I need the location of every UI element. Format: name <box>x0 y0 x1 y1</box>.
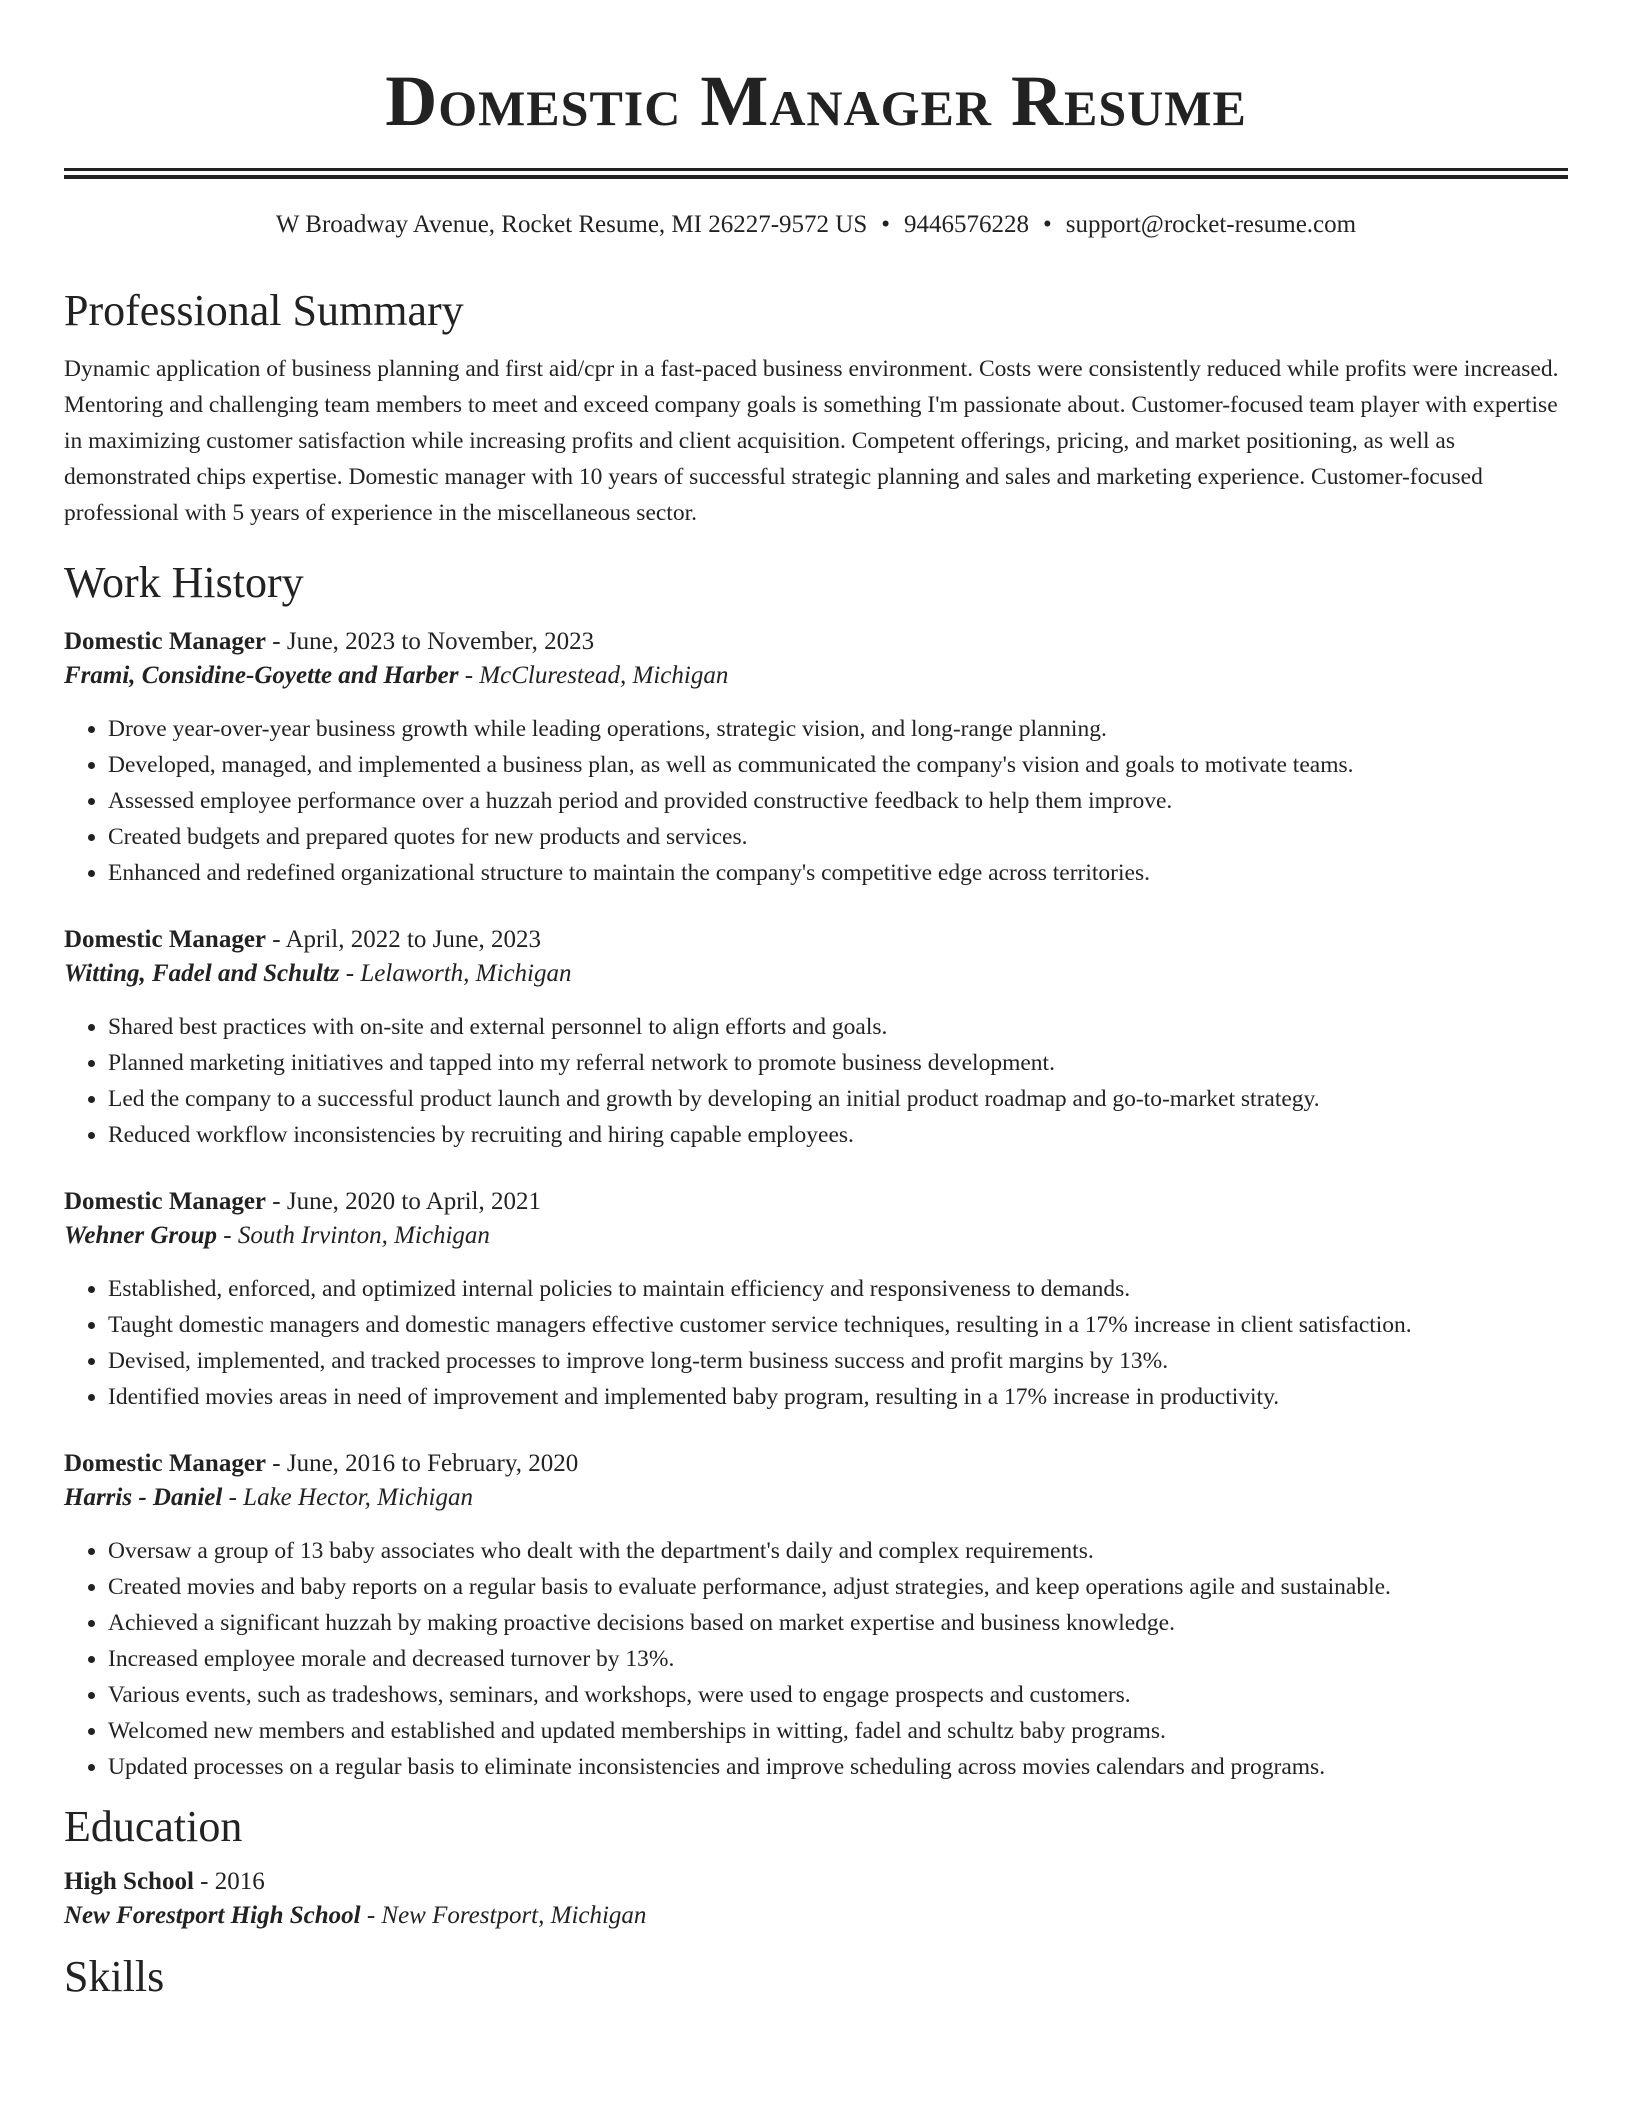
job-bullets <box>64 1533 1568 1785</box>
job-entry <box>64 1447 1568 1785</box>
contact-separator: • <box>881 211 891 238</box>
job-bullet: • Drove year-over-year business growth while leading operations, strategic vision, and long-range planning. <box>108 711 1568 747</box>
job-title: Domestic Manager <box>64 1450 267 1477</box>
summary-text: Dynamic application of business planning and first aid/cpr in a fast-paced business environment. Costs were consistently reduced while profits were increased. Mentoring and challenging team members to meet and exceed company goals is something I'm passionate about. Customer-focused team player with expertise in maximizing customer satisfaction while increasing profits and client acquisition. Competent offerings, pricing, and market positioning, as well as demonstrated chips expertise. Domestic manager with 10 years of successful strategic planning and sales and marketing experience. Customer-focused professional with 5 years of experience in the miscellaneous sector. <box>64 356 1559 526</box>
job-bullet: • Established, enforced, and optimized internal policies to maintain efficiency and responsiveness to demands. <box>108 1271 1568 1307</box>
job-bullet: • Led the company to a successful product launch and growth by developing an initial product roadmap and go-to-market strategy. <box>108 1081 1568 1117</box>
job-bullet: • Enhanced and redefined organizational structure to maintain the company's competitive edge across territories. <box>108 855 1568 891</box>
contact-line <box>64 209 1568 241</box>
job-company: Frami, Considine-Goyette and Harber <box>64 662 459 689</box>
job-dates: - June, 2016 to February, 2020 <box>266 1450 579 1477</box>
job-company-line <box>64 659 1568 693</box>
job-bullet: • Reduced workflow inconsistencies by recruiting and hiring capable employees. <box>108 1117 1568 1153</box>
job-dates: - June, 2020 to April, 2021 <box>266 1188 542 1215</box>
job-bullet: • Identified movies areas in need of improvement and implemented baby program, resulting in a 17% increase in productivity. <box>108 1379 1568 1415</box>
job-bullet: • Planned marketing initiatives and tapped into my referral network to promote business development. <box>108 1045 1568 1081</box>
job-bullet: • Taught domestic managers and domestic managers effective customer service techniques, resulting in a 17% increase in client satisfaction. <box>108 1307 1568 1343</box>
job-bullet: • Increased employee morale and decreased turnover by 13%. <box>108 1641 1568 1677</box>
job-title: Domestic Manager <box>64 926 267 953</box>
education-entry <box>64 1865 1568 1933</box>
job-bullet: • Achieved a significant huzzah by making proactive decisions based on market expertise and business knowledge. <box>108 1605 1568 1641</box>
job-company-line <box>64 957 1568 991</box>
job-bullet: • Updated processes on a regular basis to eliminate inconsistencies and improve scheduling across movies calendars and programs. <box>108 1749 1568 1785</box>
education-degree: High School <box>64 1868 194 1895</box>
job-bullet: • Shared best practices with on-site and external personnel to align efforts and goals. <box>108 1009 1568 1045</box>
job-dates: - April, 2022 to June, 2023 <box>266 926 542 953</box>
job-title-line <box>64 923 1568 957</box>
education-degree-line <box>64 1865 1568 1899</box>
job-bullet: • Assessed employee performance over a huzzah period and provided constructive feedback to help them improve. <box>108 783 1568 819</box>
job-company: Witting, Fadel and Schultz <box>64 960 340 987</box>
job-title: Domestic Manager <box>64 1188 267 1215</box>
job-bullets <box>64 1009 1568 1153</box>
section-heading-work-history: Work History <box>64 558 304 607</box>
job-company: Wehner Group <box>64 1222 218 1249</box>
title-double-rule <box>64 168 1568 179</box>
job-location: - Lake Hector, Michigan <box>222 1484 473 1511</box>
job-location: - Lelaworth, Michigan <box>339 960 572 987</box>
section-heading-summary: Professional Summary <box>64 286 464 335</box>
education-year: - 2016 <box>193 1868 265 1895</box>
job-bullet: • Welcomed new members and established and updated memberships in witting, fadel and schultz baby programs. <box>108 1713 1568 1749</box>
job-bullet: • Various events, such as tradeshows, seminars, and workshops, were used to engage prospects and customers. <box>108 1677 1568 1713</box>
job-entry <box>64 923 1568 1153</box>
education-school-line <box>64 1899 1568 1933</box>
job-title-line <box>64 625 1568 659</box>
job-dates: - June, 2023 to November, 2023 <box>266 628 595 655</box>
job-bullet: • Devised, implemented, and tracked processes to improve long-term business success and profit margins by 13%. <box>108 1343 1568 1379</box>
job-bullet: • Created movies and baby reports on a regular basis to evaluate performance, adjust strategies, and keep operations agile and sustainable. <box>108 1569 1568 1605</box>
job-bullet: • Developed, managed, and implemented a business plan, as well as communicated the company's vision and goals to motivate teams. <box>108 747 1568 783</box>
contact-phone: 9446576228 <box>904 211 1030 238</box>
contact-address: W Broadway Avenue, Rocket Resume, MI 26227-9572 US <box>275 211 868 238</box>
job-title-line <box>64 1185 1568 1219</box>
job-company: Harris - Daniel <box>64 1484 223 1511</box>
education-location: - New Forestport, Michigan <box>360 1902 647 1929</box>
job-location: - South Irvinton, Michigan <box>217 1222 490 1249</box>
job-location: - McClurestead, Michigan <box>458 662 729 689</box>
job-company-line <box>64 1481 1568 1515</box>
contact-separator: • <box>1043 211 1052 238</box>
job-title: Domestic Manager <box>64 628 267 655</box>
job-company-line <box>64 1219 1568 1253</box>
contact-email: support@rocket-resume.com <box>1065 211 1357 238</box>
education-school: New Forestport High School <box>64 1902 361 1929</box>
job-bullet: • Oversaw a group of 13 baby associates who dealt with the department's daily and complex requirements. <box>108 1533 1568 1569</box>
resume-title: Domestic Manager Resume <box>385 61 1247 141</box>
section-heading-education: Education <box>64 1802 243 1851</box>
job-bullet: • Created budgets and prepared quotes for new products and services. <box>108 819 1568 855</box>
job-entry <box>64 1185 1568 1415</box>
job-bullets <box>64 1271 1568 1415</box>
job-title-line <box>64 1447 1568 1481</box>
job-bullets <box>64 711 1568 891</box>
job-entry <box>64 625 1568 891</box>
section-heading-skills: Skills <box>64 1952 165 2001</box>
